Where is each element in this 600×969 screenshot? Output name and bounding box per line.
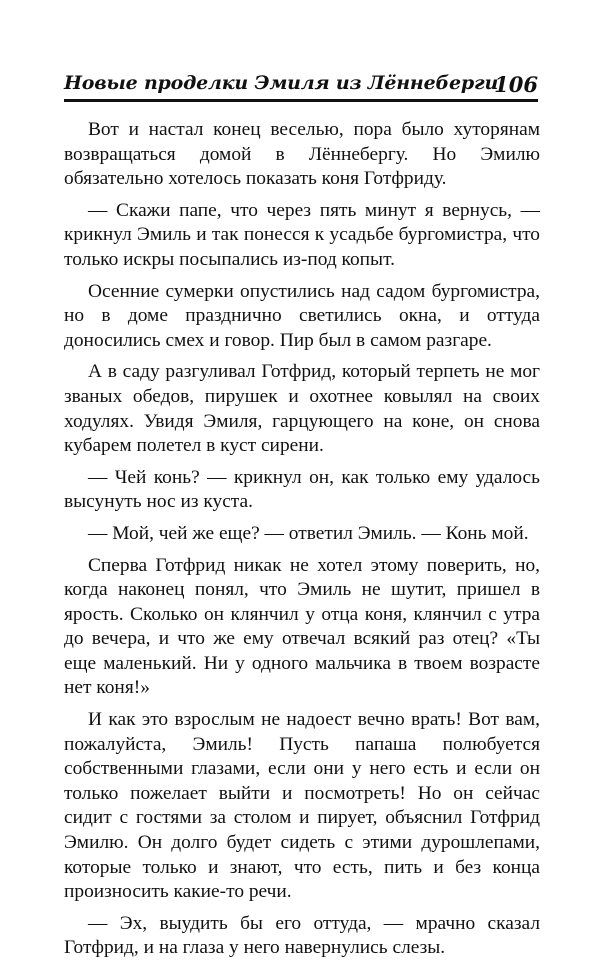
paragraph: — Чей конь? — крикнул он, как только ему удалось высунуть нос из куста.: [64, 466, 540, 513]
header-rule: [64, 99, 538, 102]
paragraph: Вот и настал конец веселью, пора было хуторянам возвращаться домой в Лённебергу. Но Эмилю обязательно хотелось показать коня Готфриду.: [64, 119, 540, 190]
body-text: [64, 118, 540, 968]
paragraph: А в саду разгуливал Готфрид, который терпеть не мог званых обедов, пирушек и охотнее ковылял на своих ходулях. Увидя Эмиля, гарцующего на коне, он снова кубарем полетел в куст сирени.: [64, 361, 540, 457]
paragraph: — Скажи папе, что через пять минут я вернусь, — крикнул Эмиль и так понесся к усадьбе бургомистра, что только искры посыпались из-под копыт.: [64, 199, 540, 270]
paragraph: Осенние сумерки опустились над садом бургомистра, но в доме празднично светились окна, и оттуда доносились смех и говор. Пир был в самом разгаре.: [64, 280, 540, 351]
paragraph: — Эх, выудить бы его оттуда, — мрачно сказал Готфрид, и на глаза у него навернулись слезы.: [64, 912, 540, 959]
paragraph: И как это взрослым не надоест вечно врать! Вот вам, пожалуйста, Эмиль! Пусть папаша полюбуется собственными глазами, если они у него есть и если он только пожелает выйти и посмотреть! Но он сейчас сидит с гостями за столом и пирует, объяснил Готфрид Эмилю. Он долго будет сидеть с этими дурошлепами, которые только и знают, что есть, пить и без конца произносить какие-то речи.: [64, 709, 540, 903]
running-title: Новые проделки Эмиля из Лённеберги: [64, 72, 499, 94]
paragraph: — Мой, чей же еще? — ответил Эмиль. — Конь мой.: [88, 522, 529, 544]
paragraph: Сперва Готфрид никак не хотел этому поверить, но, когда наконец понял, что Эмиль не шутит, пришел в ярость. Сколько он клянчил у отца коня, клянчил с утра до вечера, и что же ему отвечал всякий раз отец? «Ты еще маленький. Ни у одного мальчика в твоем возрасте нет коня!»: [64, 554, 540, 699]
page-header: [64, 70, 538, 104]
page-number: 106: [494, 72, 538, 97]
